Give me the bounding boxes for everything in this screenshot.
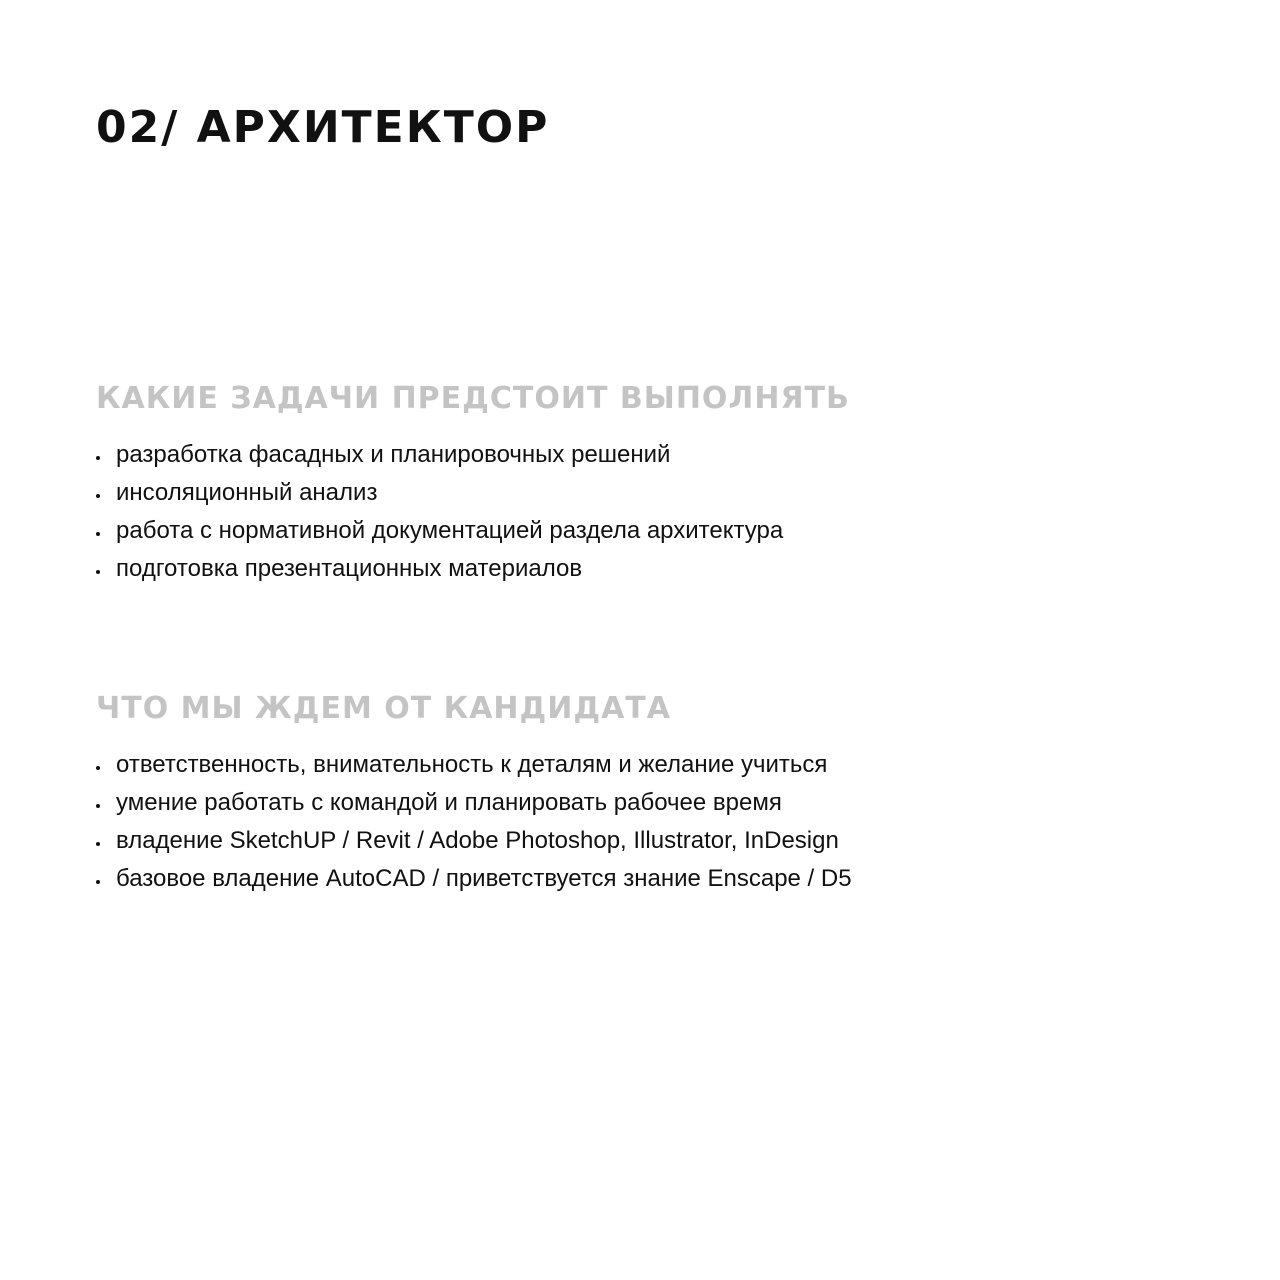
list-item [96,784,1196,822]
list-item-text: подготовка презентационных материалов [116,555,583,582]
list-item [96,512,1196,550]
bullet-icon [96,842,100,846]
bullet-icon [96,494,100,498]
tasks-list [96,436,1196,588]
list-item [96,860,1196,898]
bullet-icon [96,570,100,574]
list-item-text: ответственность, внимательность к деталям и желание учиться [116,751,828,778]
page-title: 02/ АРХИТЕКТОР [96,102,550,153]
requirements-section [96,690,1196,898]
list-item-text: базовое владение AutoCAD / приветствуется знание Enscape / D5 [116,865,852,892]
list-item-text: умение работать с командой и планировать рабочее время [116,789,782,816]
bullet-icon [96,804,100,808]
list-item [96,436,1196,474]
tasks-section [96,380,1196,588]
tasks-heading: КАКИЕ ЗАДАЧИ ПРЕДСТОИТ ВЫПОЛНЯТЬ [96,381,850,416]
bullet-icon [96,766,100,770]
list-item-text: владение SketchUP / Revit / Adobe Photoshop, Illustrator, InDesign [116,827,839,854]
bullet-icon [96,456,100,460]
list-item-text: разработка фасадных и планировочных решений [116,441,671,468]
requirements-list [96,746,1196,898]
list-item [96,474,1196,512]
bullet-icon [96,532,100,536]
bullet-icon [96,880,100,884]
list-item-text: работа с нормативной документацией раздела архитектура [116,517,784,544]
list-item [96,550,1196,588]
list-item-text: инсоляционный анализ [116,479,378,506]
list-item [96,822,1196,860]
list-item [96,746,1196,784]
requirements-heading: ЧТО МЫ ЖДЕМ ОТ КАНДИДАТА [96,691,671,726]
